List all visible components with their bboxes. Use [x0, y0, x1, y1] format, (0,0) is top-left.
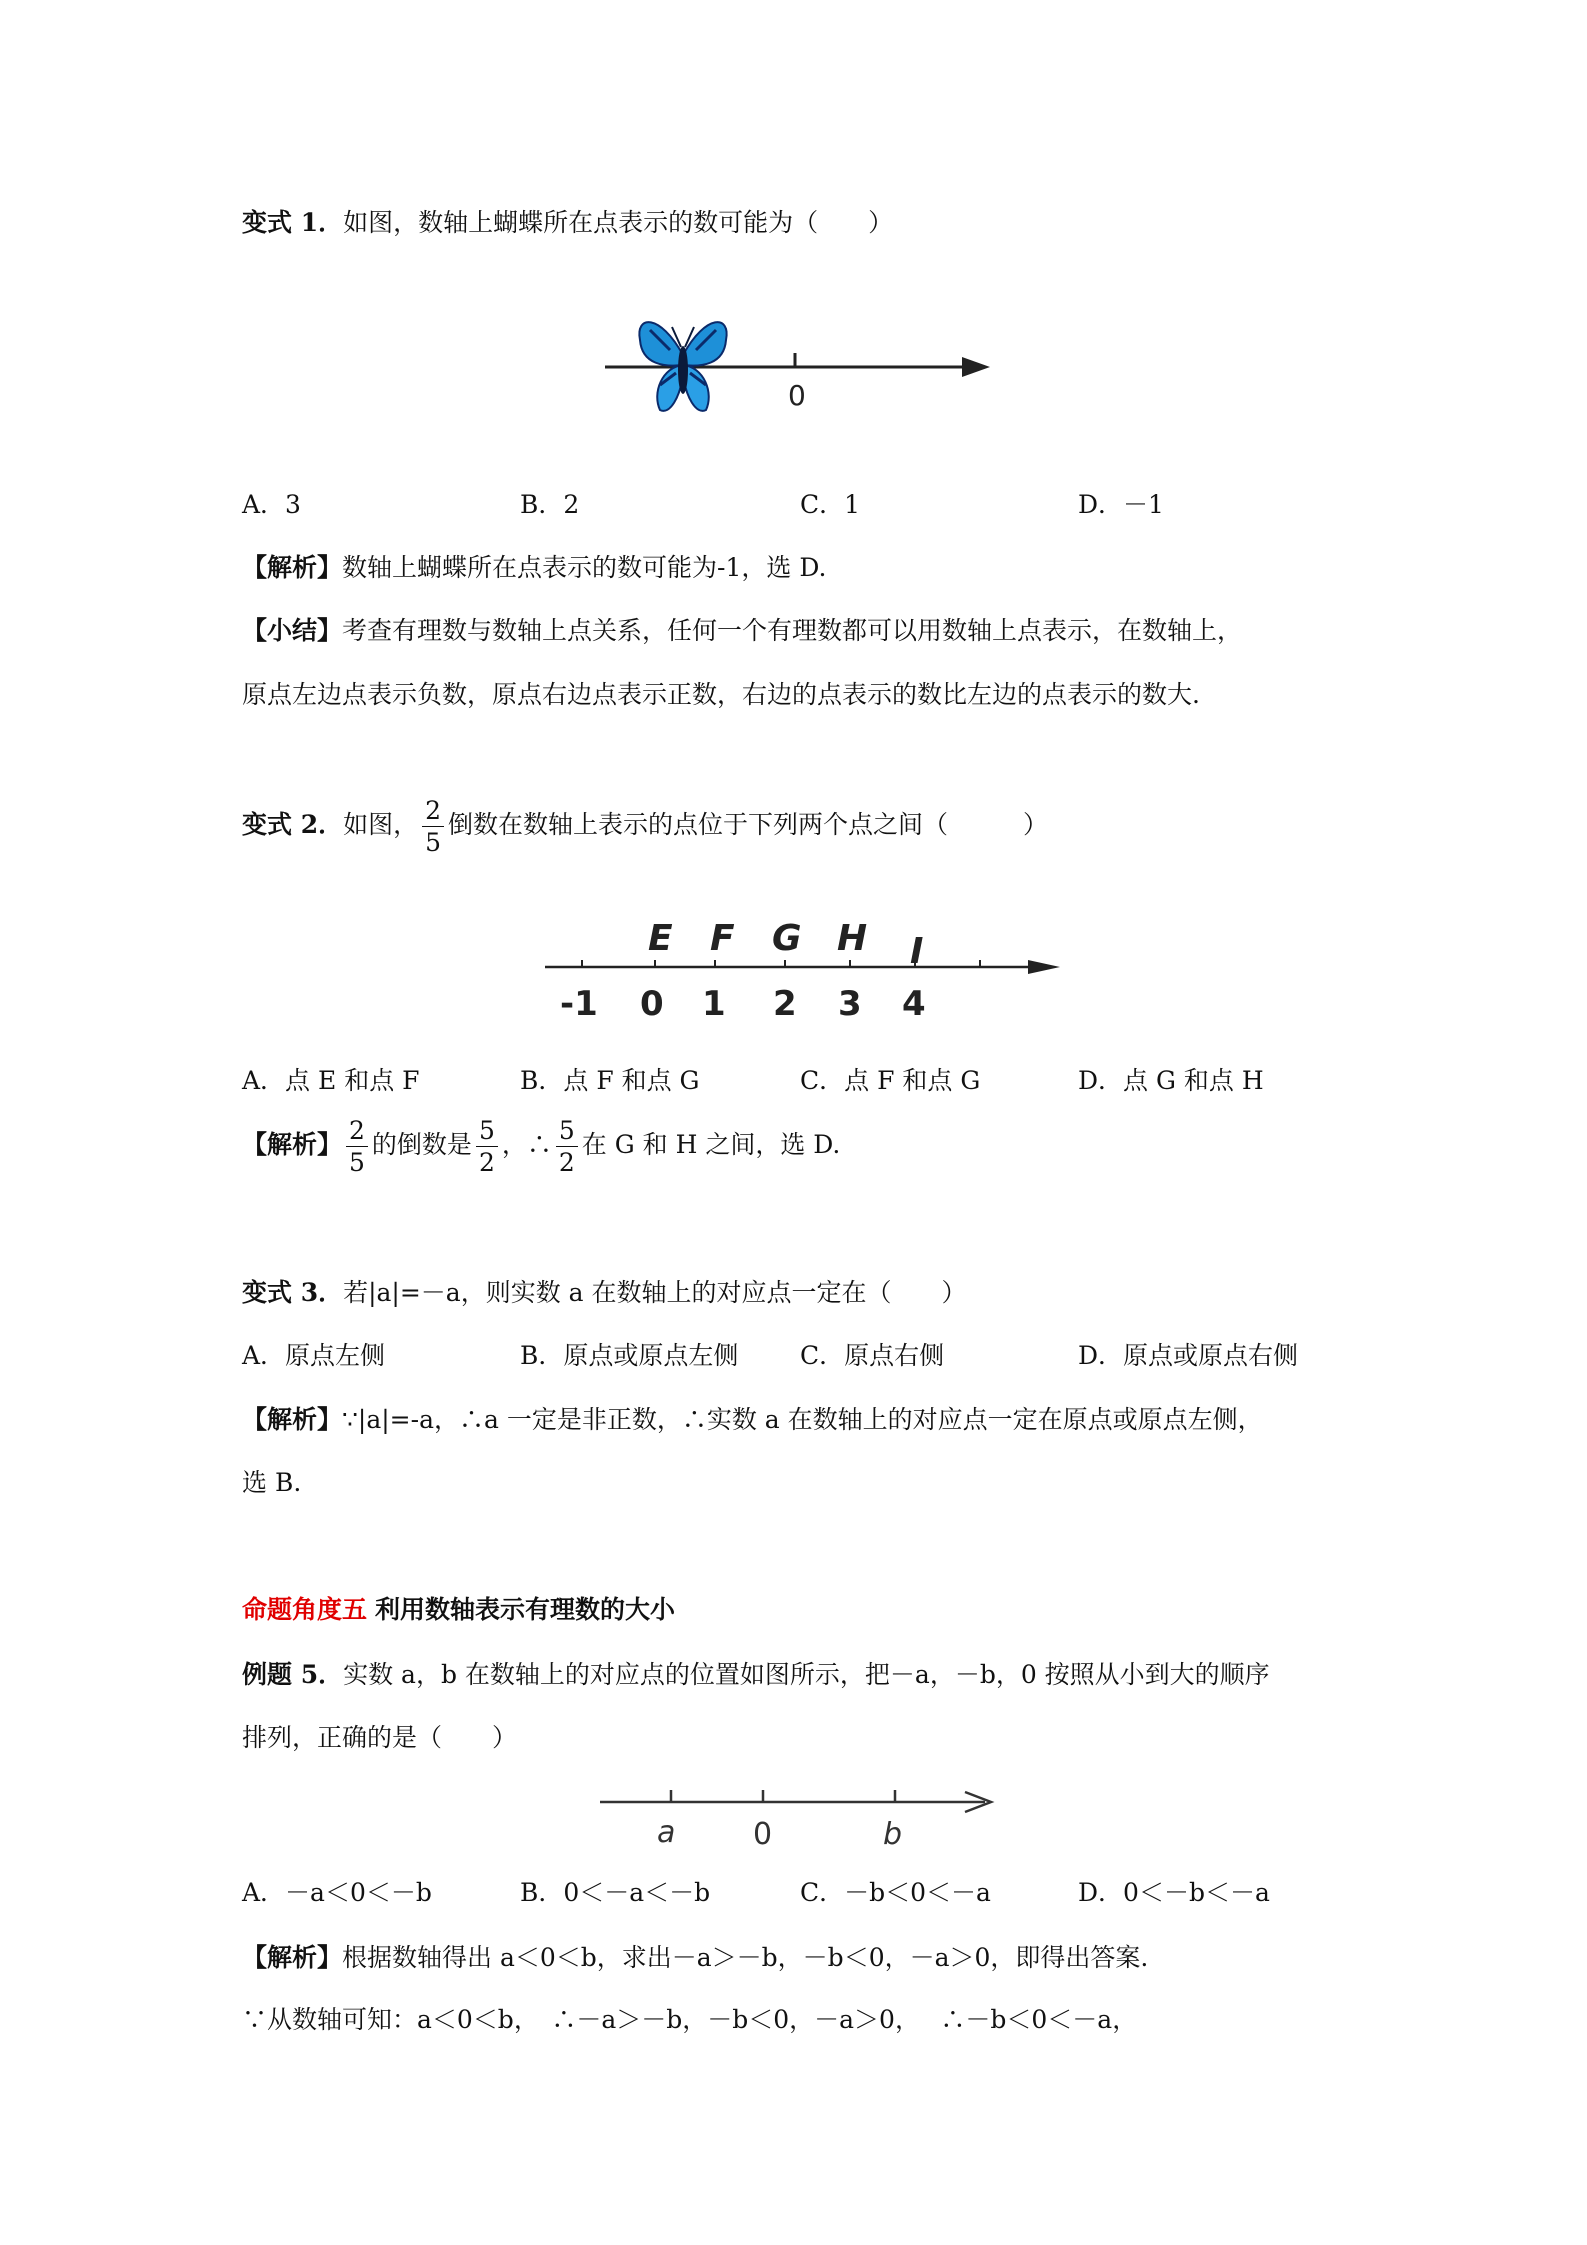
q2-analysis-label: 【解析】: [242, 1130, 343, 1159]
frac-den: 2: [558, 1148, 575, 1177]
q3-stem: 若|a|=－a，则实数 a 在数轴上的对应点一定在（ ）: [343, 1278, 967, 1307]
q2-letter-f: F: [710, 918, 735, 959]
q3-option-c[interactable]: C．原点右侧: [800, 1341, 945, 1370]
section-heading: [242, 1597, 675, 1622]
q3-analysis-label: 【解析】: [242, 1405, 343, 1434]
q2-tick-label: 0: [640, 984, 664, 1024]
q2-analysis-text3: 在 G 和 H 之间，选 D.: [581, 1130, 841, 1159]
q1-analysis: [242, 555, 826, 580]
ex5-number-line-figure: [595, 1780, 1005, 1860]
q1-option-c[interactable]: C．1: [800, 490, 861, 519]
ex5-analysis-line2: ∵从数轴可知：a＜0＜b， ∴－a＞－b，－b＜0，－a＞0， ∴－b＜0＜－a，: [242, 2005, 1138, 2034]
frac-num: 2: [346, 1118, 368, 1147]
q2-tick-label: 2: [773, 984, 797, 1024]
q2-analysis-text1: 的倒数是: [371, 1130, 472, 1159]
q2-analysis-frac2: [476, 1118, 498, 1175]
q3-analysis-text1: ∵|a|=-a，∴a 一定是非正数，∴实数 a 在数轴上的对应点一定在原点或原点左侧，: [342, 1405, 1263, 1434]
q3-stem-line: [242, 1280, 967, 1305]
q1-summary-line2: 原点左边点表示负数，原点右边点表示正数，右边的点表示的数比左边的点表示的数大.: [242, 680, 1200, 709]
q2-letter-h: H: [837, 918, 868, 959]
q2-option-c[interactable]: C．点 F 和点 G: [800, 1066, 981, 1095]
ex5-label: 例题 5．: [242, 1660, 344, 1689]
frac-den: 5: [349, 1148, 365, 1177]
section-heading-red: 命题角度五: [242, 1595, 368, 1624]
q2-frac-num: 2: [422, 798, 444, 827]
q1-stem-line: [242, 210, 893, 235]
q2-letter-i: I: [910, 931, 924, 972]
ex5-stem-line1: [242, 1662, 1270, 1687]
ex5-analysis-label: 【解析】: [242, 1943, 343, 1972]
ex5-analysis-line1: [242, 1945, 1148, 1970]
q3-option-d[interactable]: D．原点或原点右侧: [1078, 1341, 1299, 1370]
q1-label: 变式 1．: [242, 208, 344, 237]
ex5-stem-line2: 排列，正确的是（ ）: [242, 1723, 518, 1752]
q3-analysis-line1: [242, 1407, 1263, 1432]
q2-stem-suffix: 倒数在数轴上表示的点位于下列两个点之间（ ）: [448, 810, 1049, 839]
ex5-analysis-text1: 根据数轴得出 a＜0＜b，求出－a＞－b，－b＜0，－a＞0，即得出答案.: [342, 1943, 1149, 1972]
q1-zero-label: 0: [788, 379, 806, 412]
q2-stem-line: [242, 798, 1048, 855]
ex5-label-0: 0: [753, 1817, 773, 1852]
q3-option-a[interactable]: A．原点左侧: [242, 1341, 386, 1370]
q2-option-b[interactable]: B．点 F 和点 G: [520, 1066, 700, 1095]
q2-analysis-frac3: [556, 1118, 578, 1175]
q1-option-d[interactable]: D．－1: [1078, 490, 1164, 519]
q2-tick-label: 3: [838, 984, 862, 1024]
q2-stem-prefix: 如图，: [343, 810, 419, 839]
q1-analysis-label: 【解析】: [242, 553, 343, 582]
ex5-option-d[interactable]: D．0＜－b＜－a: [1078, 1878, 1270, 1907]
ex5-label-a: a: [657, 1815, 676, 1850]
section-heading-title: 利用数轴表示有理数的大小: [374, 1595, 675, 1624]
q1-summary-line1: [242, 618, 1242, 643]
frac-den: 2: [478, 1148, 495, 1177]
q2-fraction: [422, 798, 444, 855]
q3-analysis-line2: 选 B.: [242, 1468, 302, 1497]
q1-stem: 如图，数轴上蝴蝶所在点表示的数可能为（ ）: [343, 208, 894, 237]
q1-summary-text1: 考查有理数与数轴上点关系，任何一个有理数都可以用数轴上点表示，在数轴上，: [342, 616, 1243, 645]
q2-analysis: [242, 1118, 840, 1175]
q2-analysis-frac1: [346, 1118, 368, 1175]
ex5-option-a[interactable]: A．－a＜0＜－b: [242, 1878, 432, 1907]
frac-num: 5: [476, 1118, 498, 1147]
ex5-label-b: b: [883, 1817, 903, 1852]
q1-analysis-text: 数轴上蝴蝶所在点表示的数可能为-1，选 D.: [342, 553, 827, 582]
q1-axis-arrow: [962, 357, 990, 377]
q2-tick-label: 1: [702, 984, 726, 1024]
q3-option-b[interactable]: B．原点或原点左侧: [520, 1341, 739, 1370]
q2-analysis-text2: ，∴: [501, 1130, 552, 1159]
q2-letter-e: E: [648, 918, 673, 959]
q2-tick-label: -1: [560, 984, 598, 1024]
frac-num: 5: [556, 1118, 578, 1147]
q2-option-a[interactable]: A．点 E 和点 F: [242, 1066, 420, 1095]
ex5-option-b[interactable]: B．0＜－a＜－b: [520, 1878, 711, 1907]
q2-axis-arrow: [1028, 960, 1060, 974]
q2-option-d[interactable]: D．点 G 和点 H: [1078, 1066, 1264, 1095]
q2-tick-label: 4: [902, 984, 926, 1024]
q2-frac-den: 5: [425, 828, 442, 857]
q3-label: 变式 3．: [242, 1278, 344, 1307]
ex5-option-c[interactable]: C．－b＜0＜－a: [800, 1878, 991, 1907]
q2-label: 变式 2．: [242, 810, 344, 839]
q1-option-a[interactable]: A．3: [242, 490, 301, 519]
q1-option-b[interactable]: B．2: [520, 490, 580, 519]
q2-letter-g: G: [772, 918, 802, 959]
q2-number-line-figure: [540, 905, 1070, 1030]
q1-summary-label: 【小结】: [242, 616, 343, 645]
ex5-stem-text1: 实数 a，b 在数轴上的对应点的位置如图所示，把－a，－b，0 按照从小到大的顺序: [343, 1660, 1270, 1689]
q1-number-line-figure: [590, 305, 1010, 425]
